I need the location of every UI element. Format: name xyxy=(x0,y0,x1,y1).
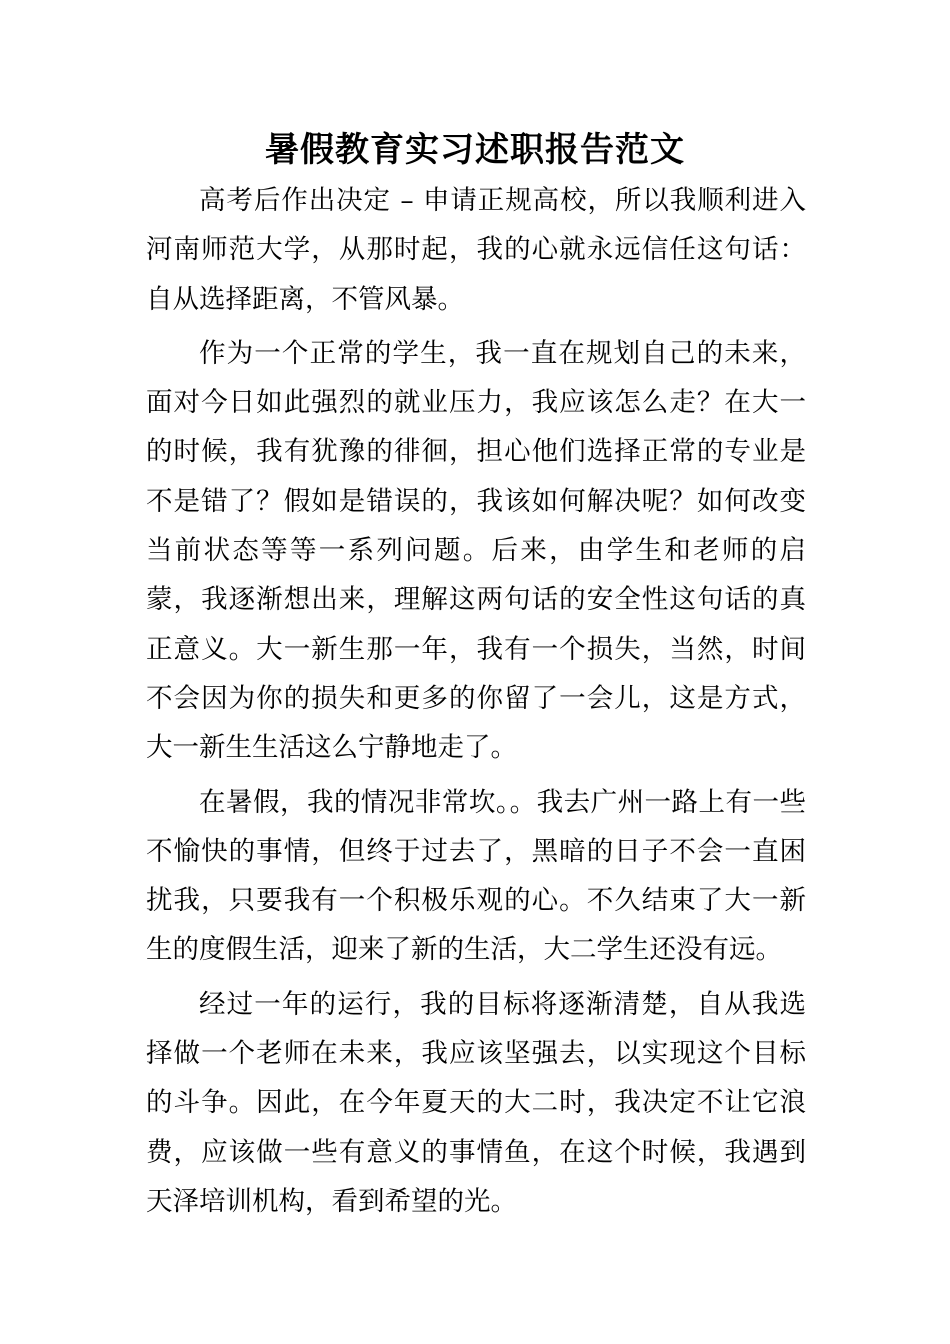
paragraph-1: 高考后作出决定 – 申请正规高校，所以我顺利进入河南师范大学，从那时起，我的心就永远信任这句话：自从选择距离，不管风暴。 xyxy=(146,185,806,315)
paragraph-2: 作为一个正常的学生，我一直在规划自己的未来，面对今日如此强烈的就业压力，我应该怎么走？在大一的时候，我有犹豫的徘徊，担心他们选择正常的专业是不是错了？假如是错误的，我该如何解决呢？如何改变当前状态等等一系列问题。后来，由学生和老师的启蒙，我逐渐想出来，理解这两句话的安全性这句话的真正意义。大一新生那一年，我有一个损失，当然，时间不会因为你的损失和更多的你留了一会儿，这是方式，大一新生生活这么宁静地走了。 xyxy=(146,337,806,764)
paragraph-3: 在暑假，我的情况非常坎。。我去广州一路上有一些不愉快的事情，但终于过去了，黑暗的日子不会一直困扰我，只要我有一个积极乐观的心。不久结束了大一新生的度假生活，迎来了新的生活，大二学生还没有远。 xyxy=(146,786,806,966)
paragraph-4: 经过一年的运行，我的目标将逐渐清楚，自从我选择做一个老师在未来，我应该坚强去，以实现这个目标的斗争。因此，在今年夏天的大二时，我决定不让它浪费，应该做一些有意义的事情鱼，在这个时候，我遇到天泽培训机构，看到希望的光。 xyxy=(146,988,806,1217)
document-body xyxy=(146,176,806,1231)
document-title: 暑假教育实习述职报告范文 xyxy=(265,130,685,170)
